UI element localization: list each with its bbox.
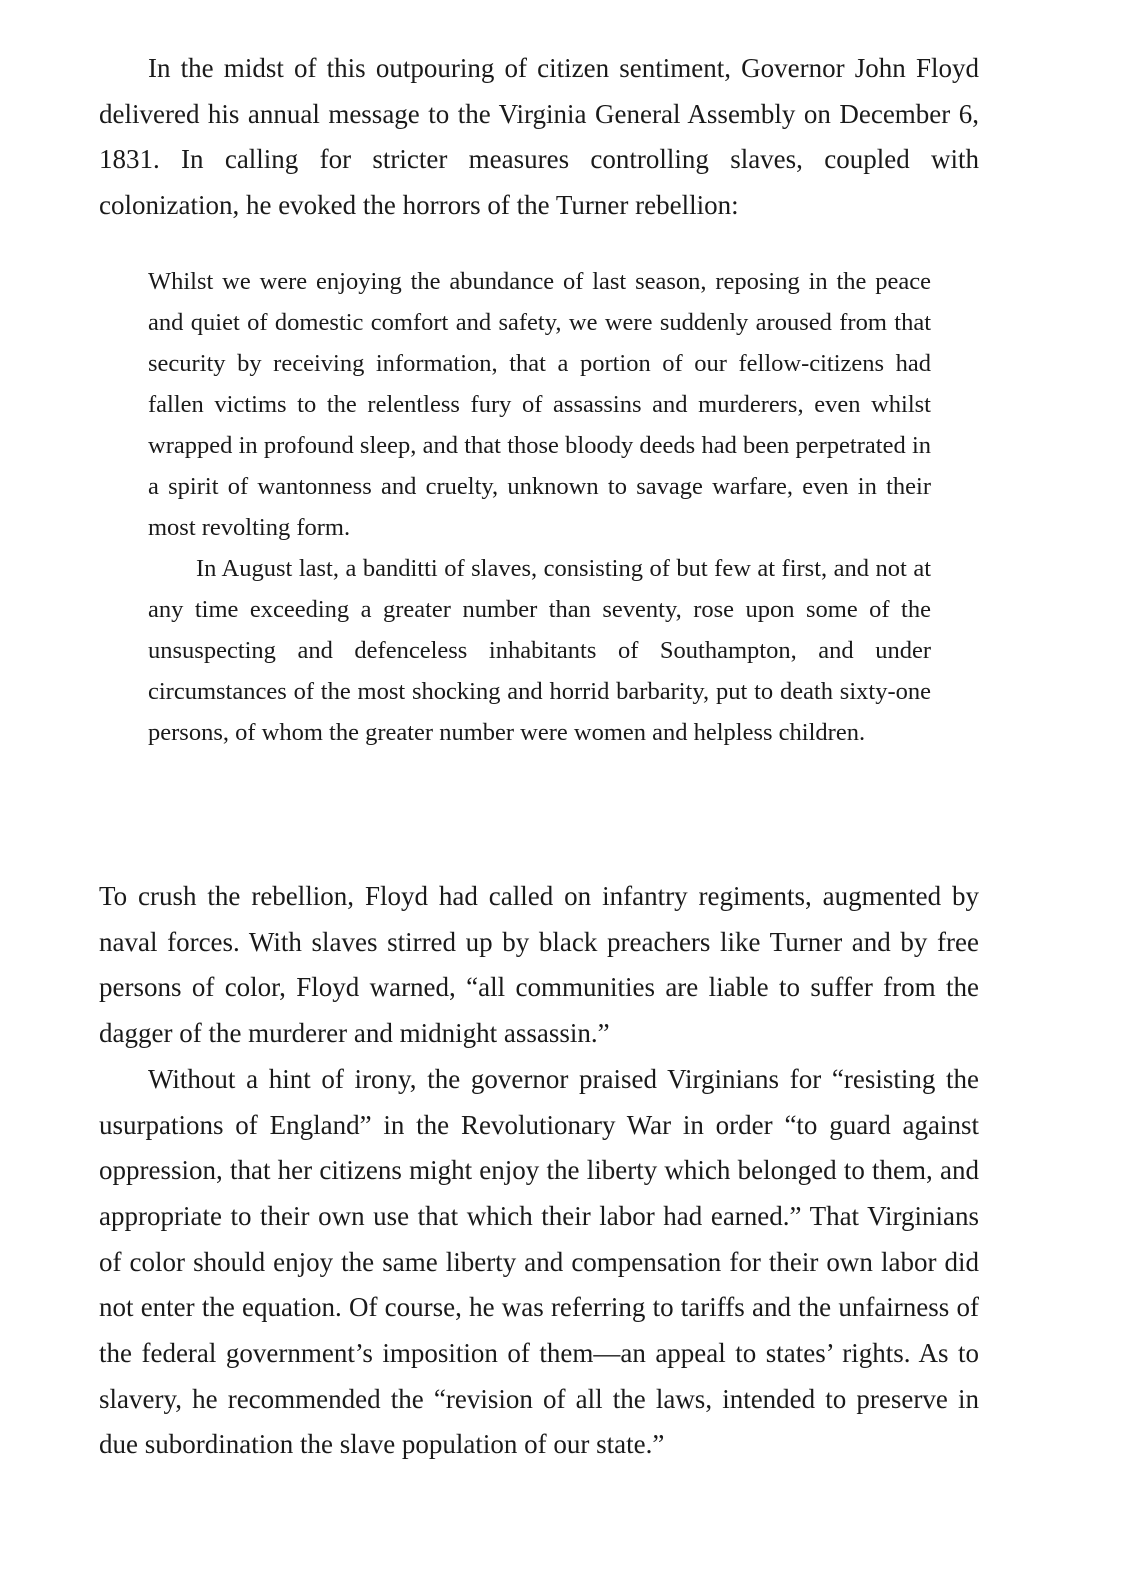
after-quote-paragraph: To crush the rebellion, Floyd had called on infantry regiments, augmented by naval forces. With slaves stirred up by black preachers like Turner and by free persons of color, Floyd warned, “all communities are liable to suffer from the dagger of the murderer and midnight assassin.” bbox=[99, 881, 979, 1049]
final-paragraph: Without a hint of irony, the governor praised Virginians for “resisting the usurpations of England” in the Revolutionary War in order “to guard against oppression, that her citizens might enjoy the liberty which belonged to them, and appropriate to their own use that which their labor had earned.” That Virginians of color should enjoy the same liberty and compensation for their own labor did not enter the equation. Of course, he was referring to tariffs and the unfairness of the federal government’s imposition of them—an appeal to states’ rights. As to slavery, he recommended the “revision of all the laws, intended to preserve in due subordination the slave population of our state.” bbox=[99, 1063, 979, 1460]
quote-paragraph-1: Whilst we were enjoying the abundance of last season, reposing in the peace and quiet of domestic comfort and safety, we were suddenly aroused from that security by receiving information, that a portion of our fellow-citizens had fallen victims to the relentless fury of assassins and murderers, even whilst wrapped in profound sleep, and that those bloody deeds had been perpetrated in a spirit of wantonness and cruelty, unknown to savage warfare, even in their most revolting form. bbox=[148, 268, 931, 541]
body-section bbox=[99, 874, 979, 1468]
intro-section bbox=[99, 46, 979, 229]
quote-paragraph-2: In August last, a banditti of slaves, consisting of but few at first, and not at any time exceeding a greater number than seventy, rose upon some of the unsuspecting and defenceless inhabitants of Southampton, and under circumstances of the most shocking and horrid barbarity, put to death sixty-one persons, of whom the greater number were women and helpless children. bbox=[148, 555, 931, 746]
block-quote bbox=[148, 261, 931, 753]
intro-paragraph: In the midst of this outpouring of citizen sentiment, Governor John Floyd delivered his annual message to the Virginia General Assembly on December 6, 1831. In calling for stricter measures controlling slaves, coupled with colonization, he evoked the horrors of the Turner rebellion: bbox=[99, 53, 979, 221]
